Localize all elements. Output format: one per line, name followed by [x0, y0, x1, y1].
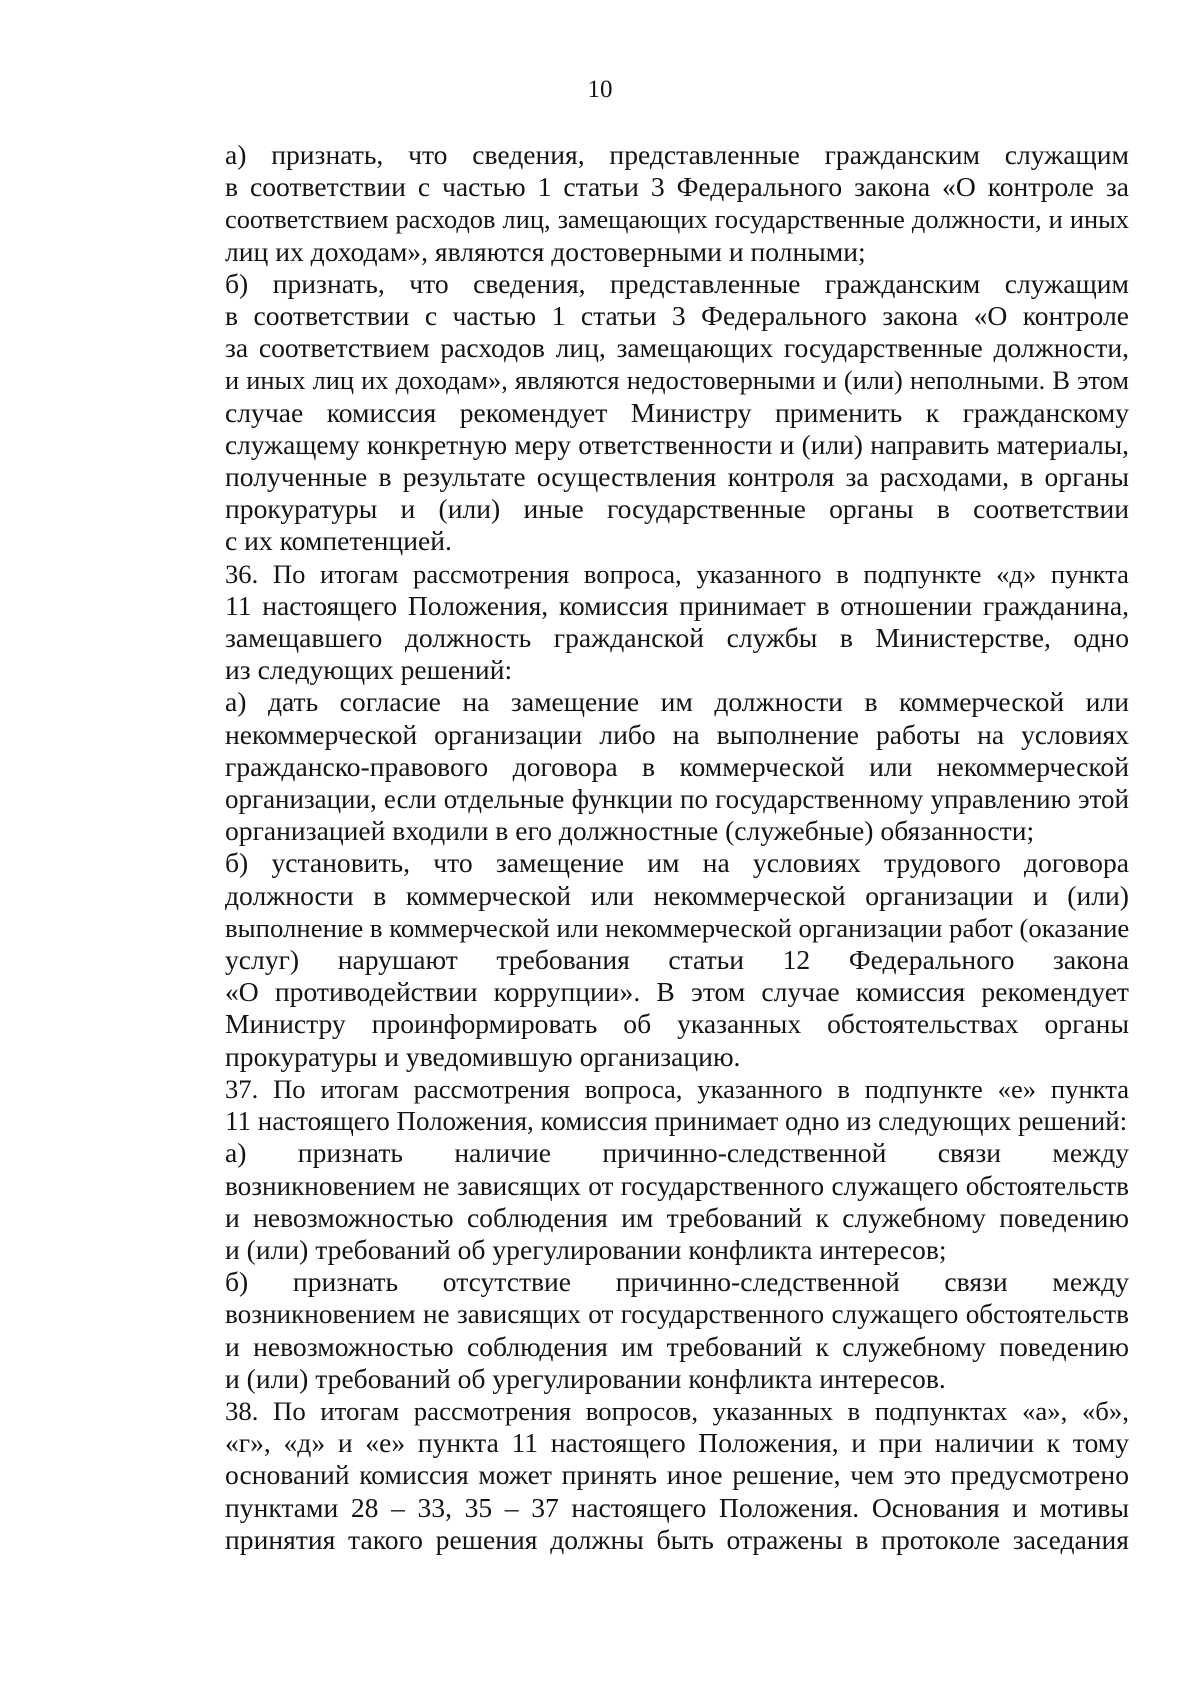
text-line: а) признать наличие причинно-следственной связи между	[225, 1137, 1129, 1169]
text-line: служащему конкретную меру ответственности и (или) направить материалы,	[225, 429, 1129, 460]
text-line: должности в коммерческой или некоммерческой организации и (или)	[225, 879, 1129, 911]
text-line: принятия такого решения должны быть отражены в протоколе заседания	[225, 1523, 1129, 1555]
text-line: 11 настоящего Положения, комиссия принимает в отношении гражданина,	[225, 589, 1129, 621]
text-line: 36. По итогам рассмотрения вопроса, указанного в подпункте «д» пункта	[225, 558, 1129, 589]
paragraph	[157, 139, 1129, 268]
text-line: организации, если отдельные функции по государственному управлению этой	[225, 784, 1129, 815]
text-line: возникновением не зависящих от государственного служащего обстоятельств	[225, 1299, 1129, 1330]
text-line: «О противодействии коррупции». В этом случае комиссия рекомендует	[225, 976, 1129, 1008]
text-line: гражданско-правового договора в коммерческой или некоммерческой	[225, 750, 1129, 782]
paragraph	[157, 558, 1129, 687]
paragraph	[157, 268, 1129, 558]
text-line: из следующих решений:	[225, 654, 513, 686]
text-line: организацией входили в его должностные (служебные) обязанности;	[225, 815, 1035, 847]
text-line: прокуратуры и (или) иные государственные органы в соответствии	[225, 493, 1129, 525]
text-line: в соответствии с частью 1 статьи 3 Федерального закона «О контроле за	[225, 171, 1129, 203]
text-line: «г», «д» и «е» пункта 11 настоящего Положения, и при наличии к тому	[225, 1427, 1129, 1459]
text-line: 11 настоящего Положения, комиссия принимает одно из следующих решений:	[225, 1106, 1128, 1137]
text-line: и (или) требований об урегулировании конфликта интересов.	[225, 1362, 946, 1394]
text-line: замещавшего должность гражданской службы в Министерстве, одно	[225, 622, 1129, 654]
text-line: 37. По итогам рассмотрения вопроса, указанного в подпункте «е» пункта	[225, 1073, 1129, 1104]
text-line: некоммерческой организации либо на выполнение работы на условиях	[225, 718, 1129, 750]
text-line: и иных лиц их доходам», являются недостоверными и (или) неполными. В этом	[225, 365, 1129, 396]
text-line: в соответствии с частью 1 статьи 3 Федерального закона «О контроле	[225, 300, 1129, 332]
text-line: б) признать, что сведения, представленные гражданским служащим	[225, 267, 1129, 299]
paragraph	[157, 1073, 1129, 1137]
text-line: пунктами 28 – 33, 35 – 37 настоящего Положения. Основания и мотивы	[225, 1491, 1129, 1523]
text-line: возникновением не зависящих от государственного служащего обстоятельств	[225, 1170, 1129, 1201]
text-line: и невозможностью соблюдения им требований к служебному поведению	[225, 1201, 1129, 1233]
text-line: случае комиссия рекомендует Министру применить к гражданскому	[225, 396, 1129, 428]
text-line: а) дать согласие на замещение им должности в коммерческой или	[225, 686, 1129, 718]
text-line: б) установить, что замещение им на условиях трудового договора	[225, 847, 1129, 879]
text-line: Министру проинформировать об указанных обстоятельствах органы	[225, 1008, 1129, 1040]
text-line: соответствием расходов лиц, замещающих государственные должности, и иных	[225, 204, 1129, 235]
paragraph	[157, 847, 1129, 1072]
text-line: услуг) нарушают требования статьи 12 Федерального закона	[225, 944, 1129, 976]
paragraph	[157, 1266, 1129, 1395]
text-line: б) признать отсутствие причинно-следственной связи между	[225, 1266, 1129, 1298]
page-number: 10	[587, 76, 613, 103]
paragraph	[157, 1395, 1129, 1556]
paragraph	[157, 1137, 1129, 1266]
text-line: выполнение в коммерческой или некоммерческой организации работ (оказание	[225, 912, 1130, 943]
text-line: а) признать, что сведения, представленные гражданским служащим	[225, 139, 1129, 170]
text-line: прокуратуры и уведомившую организацию.	[225, 1040, 741, 1072]
text-line: оснований комиссия может принять иное решение, чем это предусмотрено	[225, 1459, 1129, 1491]
document-body	[157, 139, 1129, 1556]
text-line: и невозможностью соблюдения им требований к служебному поведению	[225, 1330, 1129, 1362]
paragraph	[157, 686, 1129, 847]
text-line: за соответствием расходов лиц, замещающих государственные должности,	[225, 332, 1129, 364]
text-line: и (или) требований об урегулировании конфликта интересов;	[225, 1233, 947, 1265]
text-line: 38. По итогам рассмотрения вопросов, указанных в подпунктах «а», «б»,	[225, 1395, 1129, 1426]
text-line: полученные в результате осуществления контроля за расходами, в органы	[225, 461, 1129, 493]
text-line: с их компетенцией.	[225, 525, 452, 557]
text-line: лиц их доходам», являются достоверными и полными;	[225, 235, 866, 267]
